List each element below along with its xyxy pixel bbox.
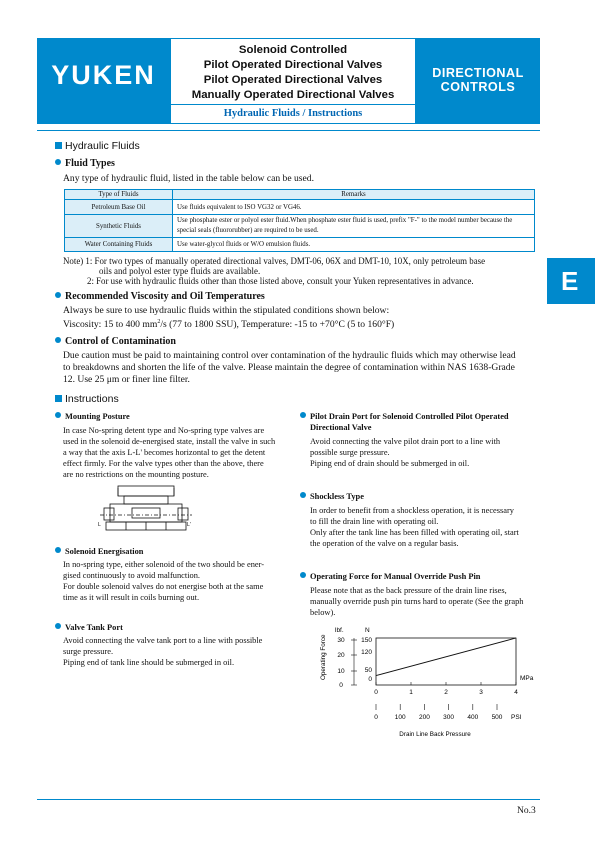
x-tick-label-mpa: 4	[514, 689, 518, 696]
table-cell: Use phosphate ester or polyol ester fluid.When phosphate ester fluid is used, prefix "F-" to the model number because the special seals (fluororubber) are required to be used.	[173, 215, 535, 238]
axis-l-prime-label: L'	[187, 522, 191, 528]
table-header-row	[65, 190, 535, 200]
operating-force-chart	[305, 622, 535, 742]
x-unit-mpa: MPa	[520, 675, 534, 682]
fluid-types-intro: Any type of hydraulic fluid, listed in the table below can be used.	[63, 173, 314, 184]
viscosity-line-1: Always be sure to use hydraulic fluids within the stipulated conditions shown below:	[63, 305, 390, 316]
y-tick-label-n: 150	[361, 637, 372, 644]
y-unit-n: N	[365, 627, 370, 634]
energisation-heading: Solenoid Energisation	[55, 547, 143, 556]
override-line: manually override push pin turns hard to operate (See the graph	[310, 597, 524, 606]
pilot-drain-heading-cont: Directional Valve	[310, 423, 372, 432]
shockless-line: In order to benefit from a shockless operation, it is necessary	[310, 506, 514, 515]
shockless-line: Only after the tank line has been filled with operating oil, start	[310, 528, 519, 537]
x-tick-label-mpa: 0	[374, 689, 378, 696]
mounting-line: effect firmly. For the valve types other than the above, there	[63, 459, 264, 468]
table-cell: Use water-glycol fluids or W/O emulsion fluids.	[173, 238, 535, 252]
contamination-line: to breakdowns and shorten the life of the valve. Please maintain the degree of contamination within NAS 1638-Grade	[63, 362, 515, 373]
x-tick-label-mpa: 2	[444, 689, 448, 696]
plot-frame	[376, 638, 516, 685]
pilot-drain-line: Piping end of drain should be submerged in oil.	[310, 459, 470, 468]
y-tick-label-n: 50	[364, 667, 372, 674]
mounting-line: a way that the axis L-L' becomes horizontal to get the detent	[63, 448, 266, 457]
hydraulic-fluids-heading: Hydraulic Fluids	[55, 140, 140, 152]
note-2: 2: For use with hydraulic fluids other than those listed above, consult your Yuken representatives in advance.	[87, 276, 474, 286]
energisation-line: In no-spring type, either solenoid of the two should be ener-	[63, 560, 265, 569]
override-heading: Operating Force for Manual Override Push Pin	[300, 572, 480, 581]
x-axis-label: Drain Line Back Pressure	[399, 731, 471, 738]
section-tab: E	[547, 258, 595, 304]
x-tick-label-psi: 400	[467, 714, 479, 721]
shockless-heading: Shockless Type	[300, 492, 364, 501]
y-tick-label-lbf: 30	[337, 637, 345, 644]
tank-port-line: surge pressure.	[63, 647, 114, 656]
instructions-heading: Instructions	[55, 393, 119, 405]
table-row	[65, 215, 535, 238]
contamination-heading: Control of Contamination	[55, 336, 176, 347]
table-row	[65, 200, 535, 215]
table-cell: Petroleum Base Oil	[65, 200, 173, 215]
mounting-line: used in the solenoid de-energised state, install the valve in such	[63, 437, 276, 446]
category-label: DIRECTIONAL CONTROLS	[416, 38, 540, 124]
y-unit-lbf: lbf.	[335, 627, 344, 634]
mounting-heading: Mounting Posture	[55, 412, 130, 421]
x-tick-label-mpa: 3	[479, 689, 483, 696]
tank-port-heading: Valve Tank Port	[55, 623, 123, 632]
pilot-drain-line: possible surge pressure.	[310, 448, 390, 457]
mounting-line: are no restrictions on the mounting posture.	[63, 470, 209, 479]
y-tick-label-n: 120	[361, 649, 372, 656]
shockless-line: to fill the drain line with operating oil.	[310, 517, 439, 526]
energisation-line: gised continuously to avoid malfunction.	[63, 571, 201, 580]
override-line: Please note that as the back pressure of the drain line rises,	[310, 586, 507, 595]
tank-port-line: Avoid connecting the valve tank port to a line with possible	[63, 636, 263, 645]
contamination-line: 12. Use 25 μm or finer line filter.	[63, 374, 190, 385]
table-header: Remarks	[173, 190, 535, 200]
tank-port-line: Piping end of tank line should be submerged in oil.	[63, 658, 235, 667]
y-axis-label: Operating Force	[320, 634, 327, 680]
axis-l-label: L	[98, 522, 101, 528]
viscosity-line-2: Viscosity: 15 to 400 $mm^2/s$ (77 to 1800 SSU), Temperature: -15 to +70°C (5 to 160°F)	[63, 319, 395, 331]
pilot-drain-heading: Pilot Drain Port for Solenoid Controlled Pilot Operated	[300, 412, 509, 421]
y-tick-label-lbf: 20	[337, 652, 345, 659]
x-tick-label-psi: 200	[418, 714, 430, 721]
y-tick-label-lbf: 10	[337, 668, 345, 675]
table-header: Type of Fluids	[65, 190, 173, 200]
x-tick-label-mpa: 1	[409, 689, 413, 696]
fluid-types-heading: Fluid Types	[55, 158, 115, 169]
document-title: Solenoid Controlled Pilot Operated Directional Valves Pilot Operated Directional Valves Manually Operated Directional Valves	[170, 38, 416, 105]
override-line: below).	[310, 608, 336, 617]
y-tick-label-n: 0	[368, 676, 372, 683]
note-1-cont: oils and polyol ester type fluids are available.	[99, 266, 261, 276]
note-1: Note) 1: For two types of manually operated directional valves, DMT-06, 06X and DMT-10, 10X, only petroleum base	[63, 256, 486, 266]
top-divider	[37, 130, 540, 131]
table-cell: Water Containing Fluids	[65, 238, 173, 252]
contamination-line: Due caution must be paid to maintaining control over contamination of the hydraulic fluids which may otherwise lead	[63, 350, 516, 361]
valve-mounting-diagram	[96, 484, 196, 544]
x-tick-label-psi: 300	[443, 714, 455, 721]
yuken-logo: YUKEN	[37, 38, 170, 124]
table-cell: Use fluids equivalent to ISO VG32 or VG46.	[173, 200, 535, 215]
x-tick-label-psi: 0	[374, 714, 378, 721]
table-row	[65, 238, 535, 252]
energisation-line: For double solenoid valves do not energise both at the same	[63, 582, 264, 591]
shockless-line: the operation of the valve on a regular basis.	[310, 539, 459, 548]
viscosity-heading: Recommended Viscosity and Oil Temperatures	[55, 291, 265, 302]
y-tick-label-lbf: 0	[339, 682, 343, 689]
x-tick-label-psi: 100	[394, 714, 406, 721]
x-tick-label-psi: 500	[491, 714, 503, 721]
series-line	[376, 638, 516, 676]
mounting-line: In case No-spring detent type and No-spring type valves are	[63, 426, 265, 435]
fluid-types-table	[64, 189, 535, 252]
bottom-divider	[37, 799, 540, 800]
pilot-drain-line: Avoid connecting the valve pilot drain port to a line with	[310, 437, 501, 446]
x-unit-psi: PSI	[511, 714, 522, 721]
table-cell: Synthetic Fluids	[65, 215, 173, 238]
energisation-line: time as it will result in coils burning out.	[63, 593, 200, 602]
page-number: No.3	[517, 806, 536, 816]
document-subtitle: Hydraulic Fluids / Instructions	[170, 105, 416, 124]
